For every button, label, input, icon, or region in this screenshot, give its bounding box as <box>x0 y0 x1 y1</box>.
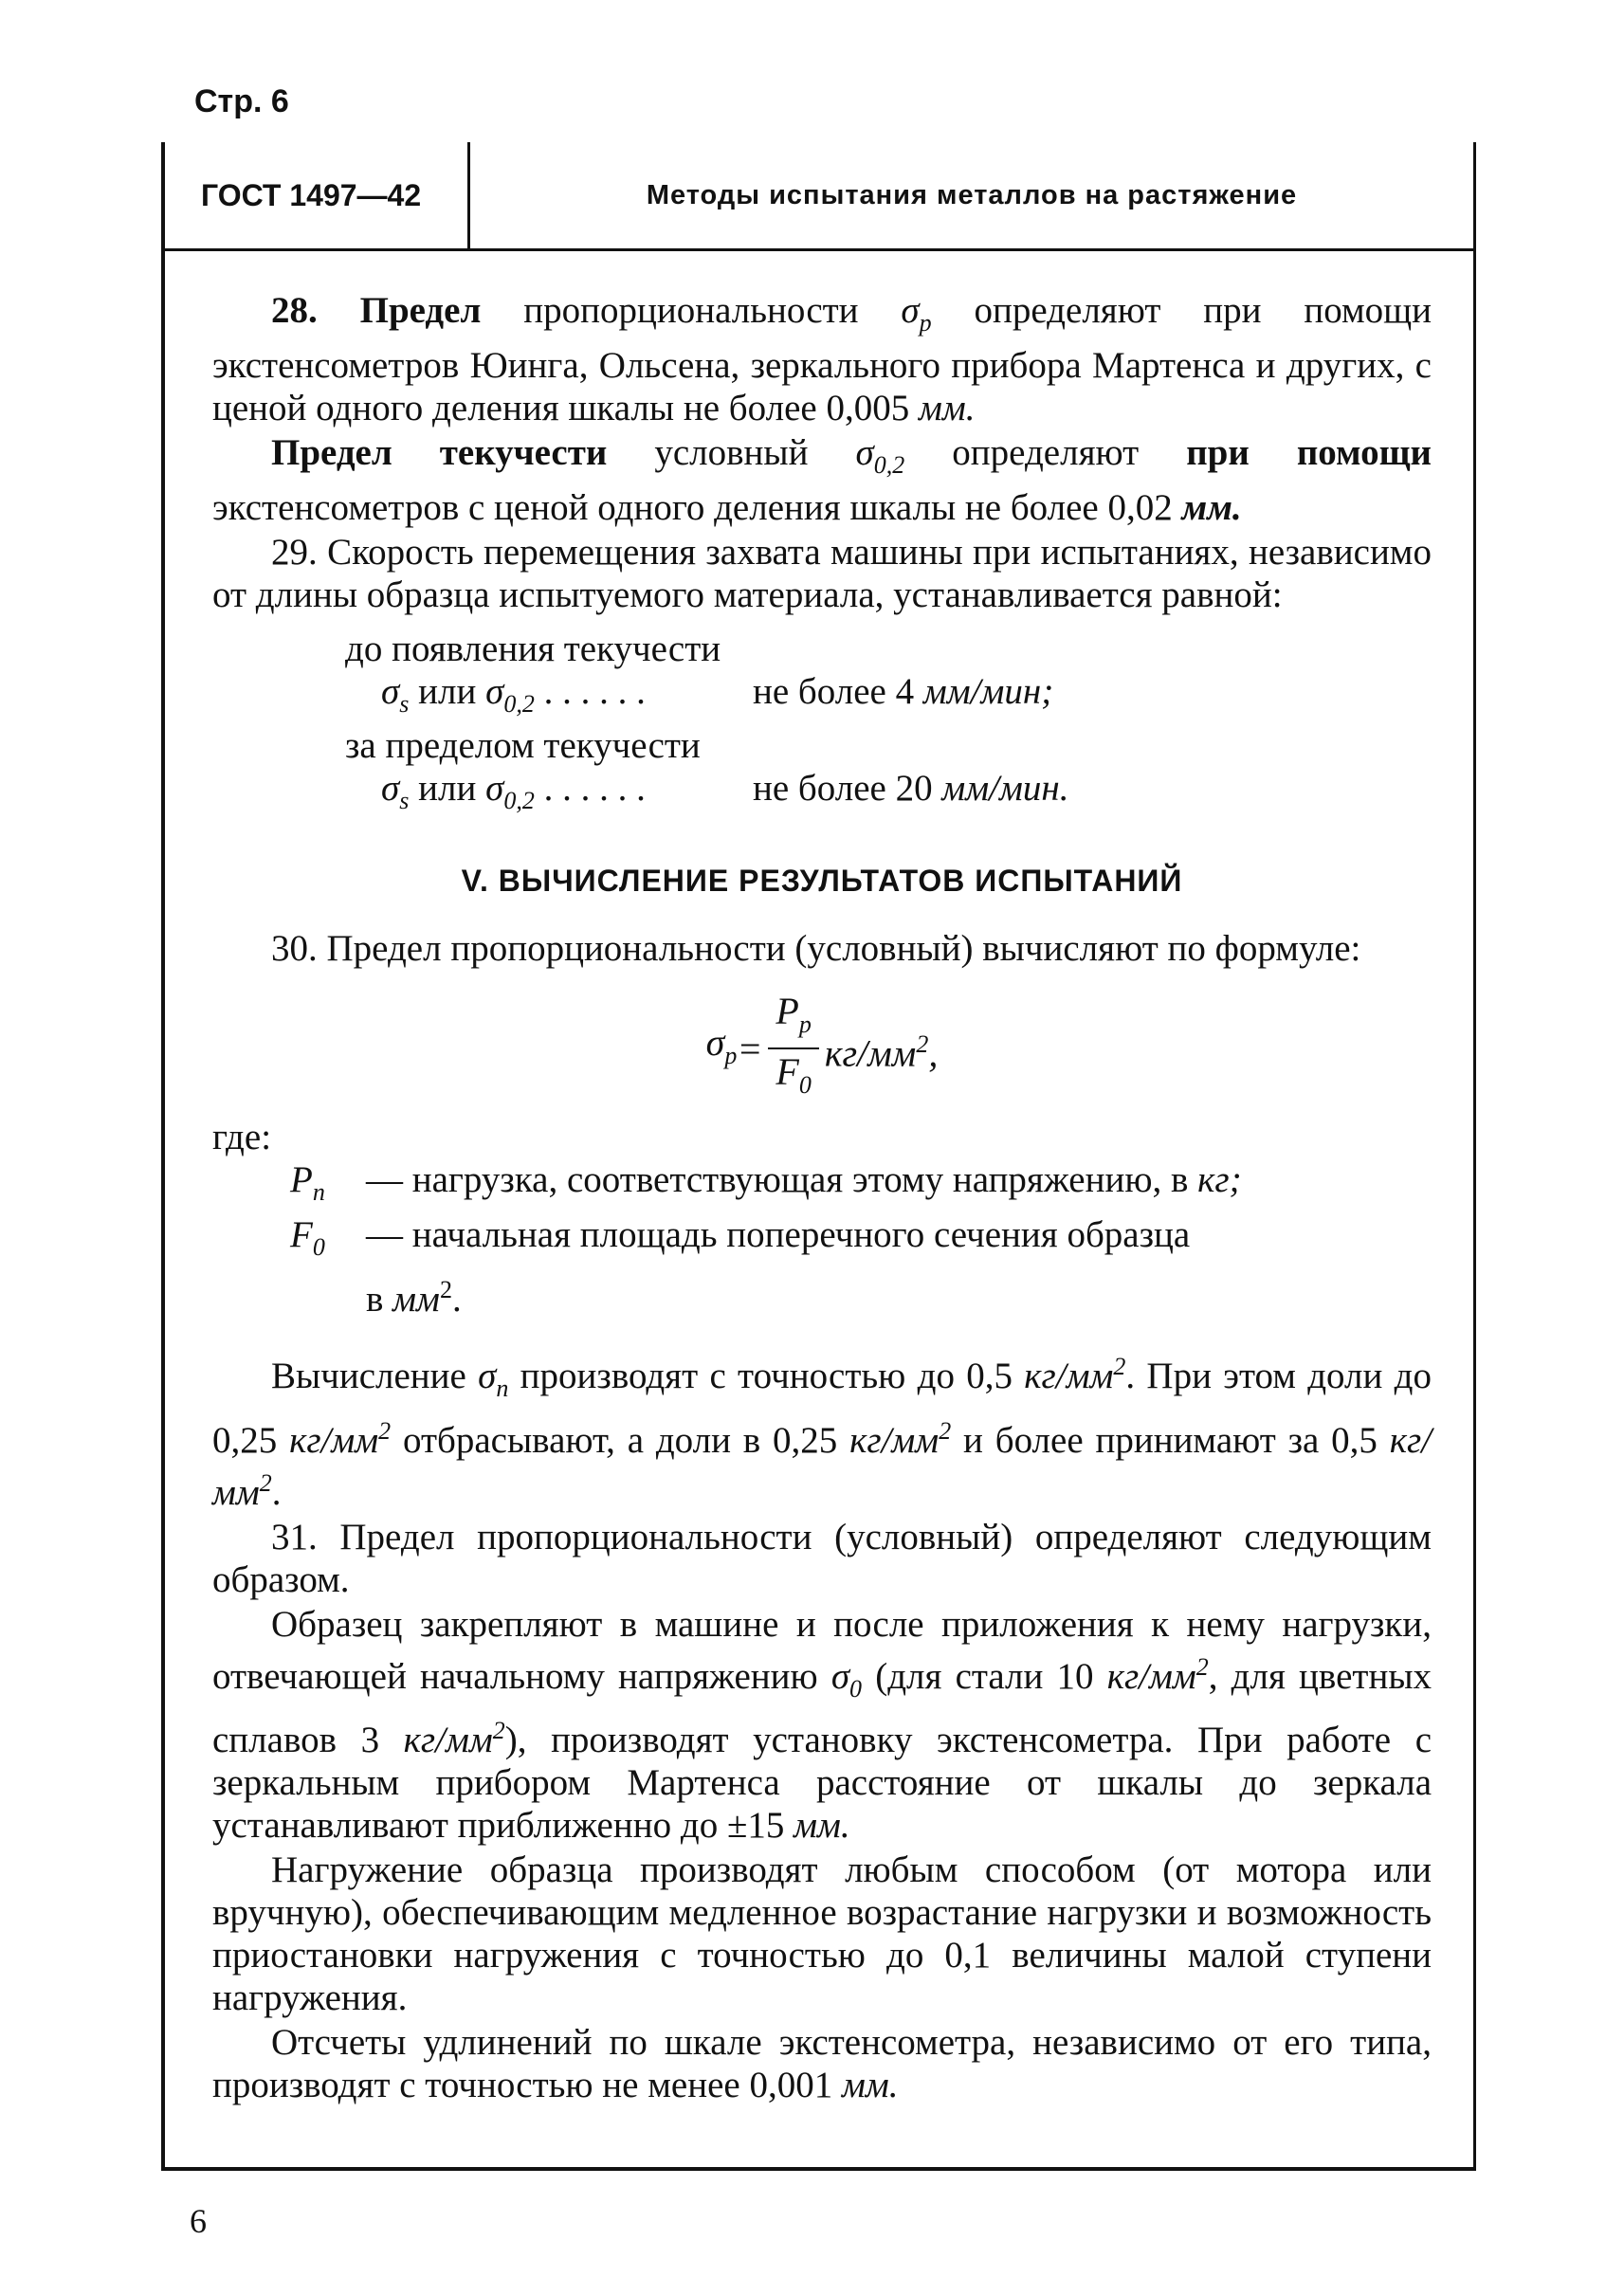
para28b-text-a: условный <box>654 431 809 473</box>
paragraph-28b <box>212 431 1432 529</box>
paragraph-readings: Отсчеты удлинений по шкале экстенсометра, независимо от его типа, производят с точностью не менее 0,001 мм. <box>212 2022 1432 2106</box>
para28-symbol: $\sigma_p$ <box>901 290 932 337</box>
formula-equals: = <box>737 1027 763 1070</box>
paragraph-31: 31. Предел пропорциональности (условный) определяют следующим образом. <box>212 1516 1432 1600</box>
para28b-lead: Предел текучести <box>271 431 608 473</box>
definition-2 <box>212 1213 1432 1268</box>
para28b-text-b: определяют <box>952 431 1140 473</box>
speed-row-1-condition: $\sigma_s$ или $\sigma_{0,2}$ . . . . . . <box>381 670 646 718</box>
paragraph-calculation: Вычисление $\sigma_п$ производят с точностью до 0,5 $кг/мм^2$. При этом доли до 0,25 $кг/мм^2$ отбрасывают, а доли в 0,25 $кг/мм^2$ и более принимают за 0,5 $кг/мм^2$. <box>212 1352 1432 1513</box>
definition-1-text: — нагрузка, соответствующая этому напряжению, в кг; <box>366 1159 1242 1201</box>
where-label: где: <box>212 1117 272 1158</box>
running-header <box>165 142 1473 251</box>
speed-row-2-condition: $\sigma_s$ или $\sigma_{0,2}$ . . . . . . <box>381 768 646 815</box>
para28b-bold-mid: при помощи <box>1186 431 1432 473</box>
speed-table <box>212 628 1432 823</box>
speed-head-1: до появления текучести <box>345 628 721 669</box>
page-body <box>212 289 1432 2108</box>
para28b-symbol: $\sigma_{0,2}$ <box>855 431 905 479</box>
paragraph-28 <box>212 289 1432 429</box>
formula-lhs: $\sigma_p$ <box>705 1020 738 1069</box>
formula-numerator: $P_p$ <box>768 989 818 1049</box>
formula <box>212 989 1432 1108</box>
speed-row-1-value: не более 4 мм/мин; <box>753 670 1054 712</box>
definition-2-symbol: $F_0$ <box>290 1213 325 1261</box>
definition-1 <box>212 1158 1432 1213</box>
speed-row-2-value: не более 20 мм/мин. <box>753 768 1069 810</box>
para28-text-b: определяют при помощи экстенсометров Юинга, Ольсена, зеркального прибора Мартенса и других, с ценой одного деления шкалы не более 0,005 <box>212 290 1432 428</box>
para28-unit: мм. <box>918 387 976 428</box>
para28-text-a: пропорциональности <box>523 290 859 331</box>
page-number: 6 <box>190 2202 207 2240</box>
definition-2-text: — начальная площадь поперечного сечения образца <box>366 1213 1191 1255</box>
formula-denominator: $F_0$ <box>776 1050 812 1100</box>
speed-row-2 <box>212 767 1432 822</box>
speed-row-1 <box>212 670 1432 725</box>
formula-unit: $кг/мм^2$, <box>824 1030 939 1075</box>
paragraph-29: 29. Скорость перемещения захвата машины при испытаниях, независимо от длины образца испытуемого материала, устанавливается равной: <box>212 531 1432 615</box>
para28-number: 28. <box>271 290 318 331</box>
page-frame <box>161 142 1476 2171</box>
para28-lead: Предел <box>359 290 482 331</box>
paragraph-30: 30. Предел пропорциональности (условный) вычисляют по формуле: <box>271 928 1361 970</box>
paragraph-mounting: Образец закрепляют в машине и после приложения к нему нагрузки, отвечающей начальному напряжению $\sigma_0$ (для стали 10 $кг/мм^2$, для цветных сплавов 3 $кг/мм^2$), производят установку экстенсометра. При работе с зеркальным прибором Мартенса расстояние от шкалы до зеркала устанавливают приближенно до ±15 мм. <box>212 1603 1432 1847</box>
section-heading: V. ВЫЧИСЛЕНИЕ РЕЗУЛЬТАТОВ ИСПЫТАНИЙ <box>461 864 1183 899</box>
definition-2-continued: в $мм^2$. <box>366 1275 462 1320</box>
formula-fraction <box>768 989 818 1108</box>
speed-head-2: за пределом текучести <box>345 725 701 767</box>
definition-1-symbol: $P_п$ <box>290 1159 325 1206</box>
para28b-text-c: экстенсометров с ценой одного деления шкалы не более 0,02 <box>212 486 1173 528</box>
standard-number: ГОСТ 1497—42 <box>165 142 470 248</box>
page-label: Стр. 6 <box>194 83 289 119</box>
para28b-unit: мм. <box>1181 486 1242 528</box>
standard-title: Методы испытания металлов на растяжение <box>646 179 1298 210</box>
paragraph-loading: Нагружение образца производят любым способом (от мотора или вручную), обеспечивающим медленное возрастание нагрузки и возможность приостановки нагружения с точностью до 0,1 величины малой ступени нагружения. <box>212 1849 1432 2019</box>
